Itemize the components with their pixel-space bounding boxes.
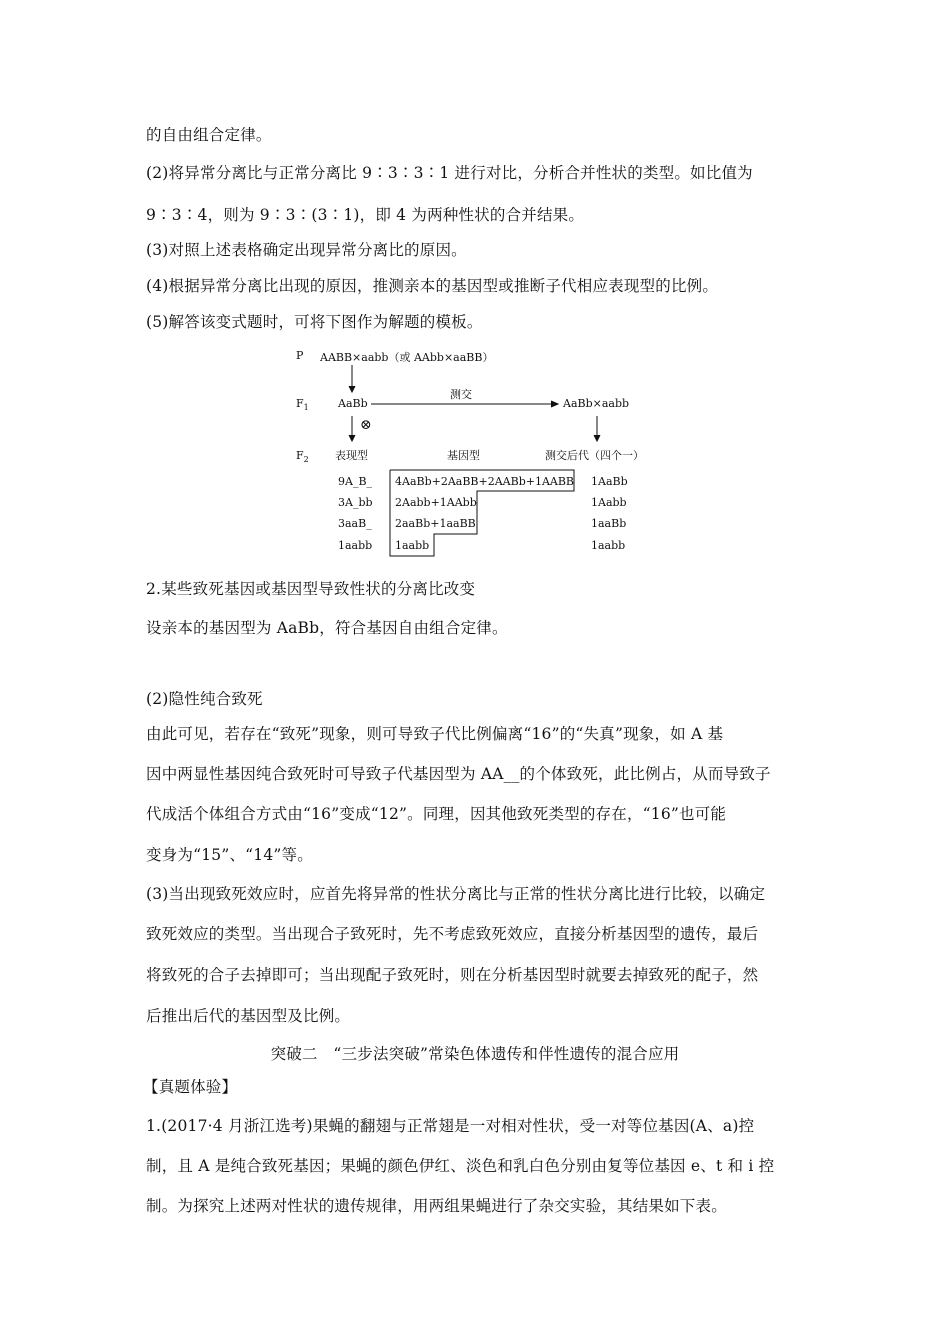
testcross-offspring-header: 测交后代（四个一） bbox=[545, 449, 644, 462]
paragraph-line: (2)隐性纯合致死 bbox=[146, 690, 263, 708]
arrowhead bbox=[594, 435, 600, 441]
arrowhead bbox=[349, 435, 355, 441]
genotype-cell: 2aaBb+1aaBB bbox=[395, 517, 476, 530]
subheading: 【真题体验】 bbox=[143, 1078, 238, 1096]
offspring-cell: 1aaBb bbox=[591, 517, 627, 530]
phenotype-cell: 1aabb bbox=[338, 539, 373, 552]
paragraph-line: 9∶3∶4，则为 9∶3∶(3∶1)，即 4 为两种性状的合并结果。 bbox=[146, 206, 585, 224]
phenotype-cell: 3aaB_ bbox=[338, 517, 372, 530]
offspring-cell: 1aabb bbox=[591, 539, 626, 552]
genotype-cell: 4AaBb+2AaBB+2AABb+1AABB bbox=[395, 475, 575, 488]
paragraph-line: 1.(2017·4 月浙江选考)果蝇的翻翅与正常翅是一对相对性状，受一对等位基因(A、a)控 bbox=[146, 1117, 755, 1135]
phenotype-cell: 9A_B_ bbox=[338, 475, 373, 488]
paragraph-line: 代成活个体组合方式由“16”变成“12”。同理，因其他致死类型的存在，“16”也可能 bbox=[146, 805, 727, 823]
f2-label: $F_2$ bbox=[296, 449, 309, 464]
phenotype-cell: 3A_bb bbox=[338, 496, 373, 509]
p-label: P bbox=[296, 349, 304, 362]
offspring-cell: 1Aabb bbox=[591, 496, 627, 509]
paragraph-line: 致死效应的类型。当出现合子致死时，先不考虑致死效应，直接分析基因型的遗传，最后 bbox=[146, 925, 759, 943]
paragraph-line: 的自由组合定律。 bbox=[146, 126, 272, 144]
arrowhead bbox=[349, 386, 355, 392]
arrowhead bbox=[551, 401, 558, 407]
f1-label: $F_1$ bbox=[296, 397, 309, 412]
paragraph-line: (2)将异常分离比与正常分离比 9∶3∶3∶1 进行对比，分析合并性状的类型。如比值为 bbox=[146, 164, 753, 182]
offspring-cell: 1AaBb bbox=[591, 475, 628, 488]
paragraph-line: (3)当出现致死效应时，应首先将异常的性状分离比与正常的性状分离比进行比较，以确定 bbox=[146, 885, 766, 903]
p-cross: AABB×aabb（或 AAbb×aaBB） bbox=[320, 351, 494, 364]
paragraph-line: 设亲本的基因型为 AaBb，符合基因自由组合定律。 bbox=[146, 619, 508, 637]
testcross-result: AaBb×aabb bbox=[563, 397, 630, 410]
phenotype-header: 表现型 bbox=[335, 449, 368, 462]
paragraph-line: 制，且 A 是纯合致死基因；果蝇的颜色伊红、淡色和乳白色分别由复等位基因 e、t 和 i 控 bbox=[146, 1157, 775, 1175]
section-title: 2.某些致死基因或基因型导致性状的分离比改变 bbox=[146, 580, 476, 598]
paragraph-line: (4)根据异常分离比出现的原因，推测亲本的基因型或推断子代相应表现型的比例。 bbox=[146, 277, 719, 295]
paragraph-line: 后推出后代的基因型及比例。 bbox=[146, 1007, 351, 1025]
paragraph-line: 因中两显性基因纯合致死时可导致子代基因型为 AA__的个体致死，此比例占，从而导致子 bbox=[146, 765, 771, 783]
paragraph-line: 制。为探究上述两对性状的遗传规律，用两组果蝇进行了杂交实验，其结果如下表。 bbox=[146, 1197, 727, 1215]
section-heading: 突破二 “三步法突破”常染色体遗传和伴性遗传的混合应用 bbox=[270, 1045, 680, 1063]
paragraph-line: 由此可见，若存在“致死”现象，则可导致子代比例偏离“16”的“失真”现象，如 A 基 bbox=[146, 725, 724, 743]
genotype-cell: 2Aabb+1AAbb bbox=[395, 496, 477, 509]
paragraph-line: 变身为“15”、“14”等。 bbox=[146, 846, 313, 864]
selfing-symbol: ⊗ bbox=[360, 417, 372, 433]
genotype-cell: 1aabb bbox=[395, 539, 430, 552]
paragraph-line: (3)对照上述表格确定出现异常分离比的原因。 bbox=[146, 241, 467, 259]
paragraph-line: (5)解答该变式题时，可将下图作为解题的模板。 bbox=[146, 313, 483, 331]
testcross-label: 测交 bbox=[450, 388, 472, 401]
genotype-header: 基因型 bbox=[447, 449, 480, 462]
paragraph-line: 将致死的合子去掉即可；当出现配子致死时，则在分析基因型时就要去掉致死的配子，然 bbox=[146, 966, 759, 984]
f1-genotype: AaBb bbox=[338, 397, 368, 410]
